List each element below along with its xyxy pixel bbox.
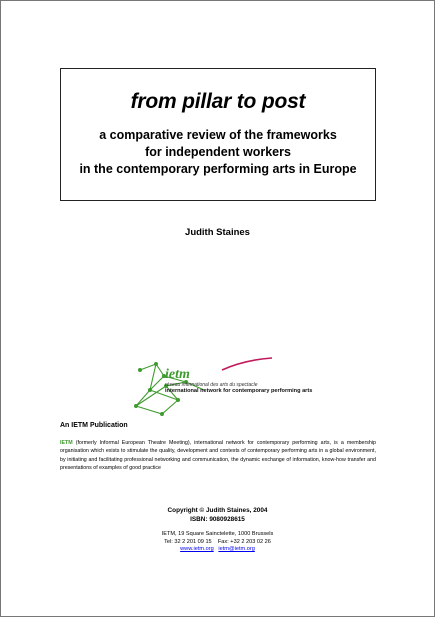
author-name: Judith Staines: [185, 227, 250, 238]
phone-fax-line: Tel: 32 2 201 09 15 Fax: +32 2 203 02 26: [164, 538, 271, 545]
description-lead: IETM: [60, 440, 73, 446]
copyright-line: Copyright © Judith Staines, 2004: [167, 507, 268, 514]
document-subtitle: [61, 127, 375, 178]
publication-label: An IETM Publication: [60, 422, 128, 429]
subtitle-line: in the contemporary performing arts in Europe: [79, 162, 357, 176]
isbn-line: ISBN: 9080928615: [190, 515, 245, 523]
logo-tagline-en: international network for contemporary performing arts: [165, 388, 313, 394]
logo-tagline-fr: réseau international des arts du spectacle: [165, 382, 258, 388]
ietm-description: [60, 439, 376, 472]
copyright-block: [1, 507, 434, 524]
logo-wordmark: ietm: [165, 367, 190, 382]
website-link[interactable]: www.ietm.org: [180, 546, 214, 553]
document-title: from pillar to post: [130, 90, 306, 113]
email-link[interactable]: ietm@ietm.org: [218, 546, 255, 553]
contact-links: [1, 546, 434, 554]
address-line: IETM, 19 Square Sainctelette, 1000 Brussels: [161, 531, 274, 537]
description-text: (formerly Informal European Theatre Meeting), international network for contemporary performing arts, is a membership organisation which exists to stimulate the quality, development and contexts of contemporary performing arts in a global environment, by initiating and facilitating professional networking and communication, the dynamic exchange of information, know-how transfer and presentations of examples of good practice: [60, 440, 376, 471]
ietm-logo-text: [165, 368, 335, 395]
subtitle-line: for independent workers: [145, 145, 291, 159]
address-block: [1, 531, 434, 554]
title-box: [60, 68, 376, 201]
subtitle-line: a comparative review of the frameworks: [99, 128, 337, 142]
